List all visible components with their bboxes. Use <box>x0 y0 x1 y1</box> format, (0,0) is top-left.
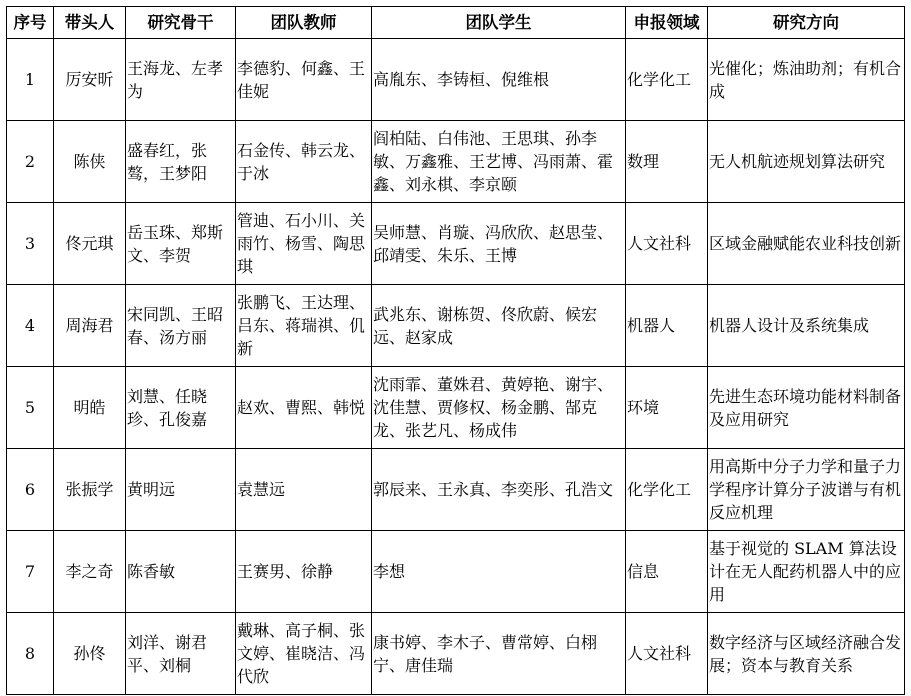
table-row <box>7 203 905 285</box>
table-row <box>7 39 905 121</box>
cell-no: 3 <box>7 203 54 285</box>
cell-field: 化学化工 <box>626 449 708 531</box>
cell-teachers: 王赛男、徐静 <box>236 531 372 613</box>
document-page <box>6 6 904 695</box>
header-row <box>7 7 905 39</box>
cell-direction: 基于视觉的 SLAM 算法设计在无人配药机器人中的应用 <box>708 531 905 613</box>
cell-no: 7 <box>7 531 54 613</box>
cell-field: 人文社科 <box>626 613 708 695</box>
cell-leader: 佟元琪 <box>54 203 126 285</box>
cell-students: 阎柏陆、白伟池、王思琪、孙李敏、万鑫雅、王艺博、冯雨萧、霍鑫、刘永棋、李京颐 <box>372 121 626 203</box>
cell-backbone: 黄明远 <box>126 449 236 531</box>
cell-no: 5 <box>7 367 54 449</box>
cell-students: 郭辰来、王永真、李奕彤、孔浩文 <box>372 449 626 531</box>
cell-students: 武兆东、谢栋贺、佟欣蔚、候宏远、赵家成 <box>372 285 626 367</box>
cell-leader: 明皓 <box>54 367 126 449</box>
cell-field: 机器人 <box>626 285 708 367</box>
cell-field: 信息 <box>626 531 708 613</box>
cell-teachers: 张鹏飞、王达理、吕东、蒋瑞祺、仉新 <box>236 285 372 367</box>
cell-teachers: 李德豹、何鑫、王佳妮 <box>236 39 372 121</box>
cell-teachers: 戴琳、高子桐、张文婷、崔晓洁、冯代欣 <box>236 613 372 695</box>
table-row <box>7 613 905 695</box>
cell-teachers: 石金传、韩云龙、于冰 <box>236 121 372 203</box>
cell-direction: 机器人设计及系统集成 <box>708 285 905 367</box>
header-field: 申报领域 <box>626 7 708 39</box>
cell-teachers: 赵欢、曹熙、韩悦 <box>236 367 372 449</box>
cell-backbone: 王海龙、左孝为 <box>126 39 236 121</box>
cell-field: 化学化工 <box>626 39 708 121</box>
cell-backbone: 刘洋、谢君平、刘桐 <box>126 613 236 695</box>
cell-leader: 厉安昕 <box>54 39 126 121</box>
table-row <box>7 367 905 449</box>
header-direction: 研究方向 <box>708 7 905 39</box>
cell-students: 吴师慧、肖璇、冯欣欣、赵思莹、邱靖雯、朱乐、王博 <box>372 203 626 285</box>
table-row <box>7 285 905 367</box>
cell-students: 康书婷、李木子、曹常婷、白栩宁、唐佳瑞 <box>372 613 626 695</box>
cell-teachers: 管迪、石小川、关雨竹、杨雪、陶思琪 <box>236 203 372 285</box>
cell-no: 4 <box>7 285 54 367</box>
cell-students: 高胤东、李铸桓、倪维根 <box>372 39 626 121</box>
cell-backbone: 盛春红，张骜，王梦阳 <box>126 121 236 203</box>
cell-leader: 陈侠 <box>54 121 126 203</box>
cell-direction: 光催化；炼油助剂；有机合成 <box>708 39 905 121</box>
table-row <box>7 449 905 531</box>
cell-direction: 无人机航迹规划算法研究 <box>708 121 905 203</box>
cell-field: 环境 <box>626 367 708 449</box>
header-students: 团队学生 <box>372 7 626 39</box>
header-no: 序号 <box>7 7 54 39</box>
table-row <box>7 121 905 203</box>
cell-backbone: 宋同凯、王昭春、汤方丽 <box>126 285 236 367</box>
cell-students: 李想 <box>372 531 626 613</box>
header-teachers: 团队教师 <box>236 7 372 39</box>
cell-no: 1 <box>7 39 54 121</box>
cell-leader: 孙佟 <box>54 613 126 695</box>
cell-backbone: 岳玉珠、郑斯文、李贺 <box>126 203 236 285</box>
cell-direction: 用高斯中分子力学和量子力学程序计算分子波谱与有机反应机理 <box>708 449 905 531</box>
cell-backbone: 陈香敏 <box>126 531 236 613</box>
cell-no: 2 <box>7 121 54 203</box>
cell-direction: 区域金融赋能农业科技创新 <box>708 203 905 285</box>
header-backbone: 研究骨干 <box>126 7 236 39</box>
cell-leader: 李之奇 <box>54 531 126 613</box>
cell-leader: 周海君 <box>54 285 126 367</box>
cell-backbone: 刘慧、任晓珍、孔俊嘉 <box>126 367 236 449</box>
cell-no: 8 <box>7 613 54 695</box>
cell-direction: 数字经济与区域经济融合发展；资本与教育关系 <box>708 613 905 695</box>
cell-field: 人文社科 <box>626 203 708 285</box>
cell-direction: 先进生态环境功能材料制备及应用研究 <box>708 367 905 449</box>
table-row <box>7 531 905 613</box>
cell-no: 6 <box>7 449 54 531</box>
header-leader: 带头人 <box>54 7 126 39</box>
research-team-table <box>6 6 905 695</box>
cell-field: 数理 <box>626 121 708 203</box>
cell-students: 沈雨霏、董姝君、黄婷艳、谢宇、沈佳慧、贾修权、杨金鹏、郜克龙、张艺凡、杨成伟 <box>372 367 626 449</box>
cell-leader: 张振学 <box>54 449 126 531</box>
cell-teachers: 袁慧远 <box>236 449 372 531</box>
